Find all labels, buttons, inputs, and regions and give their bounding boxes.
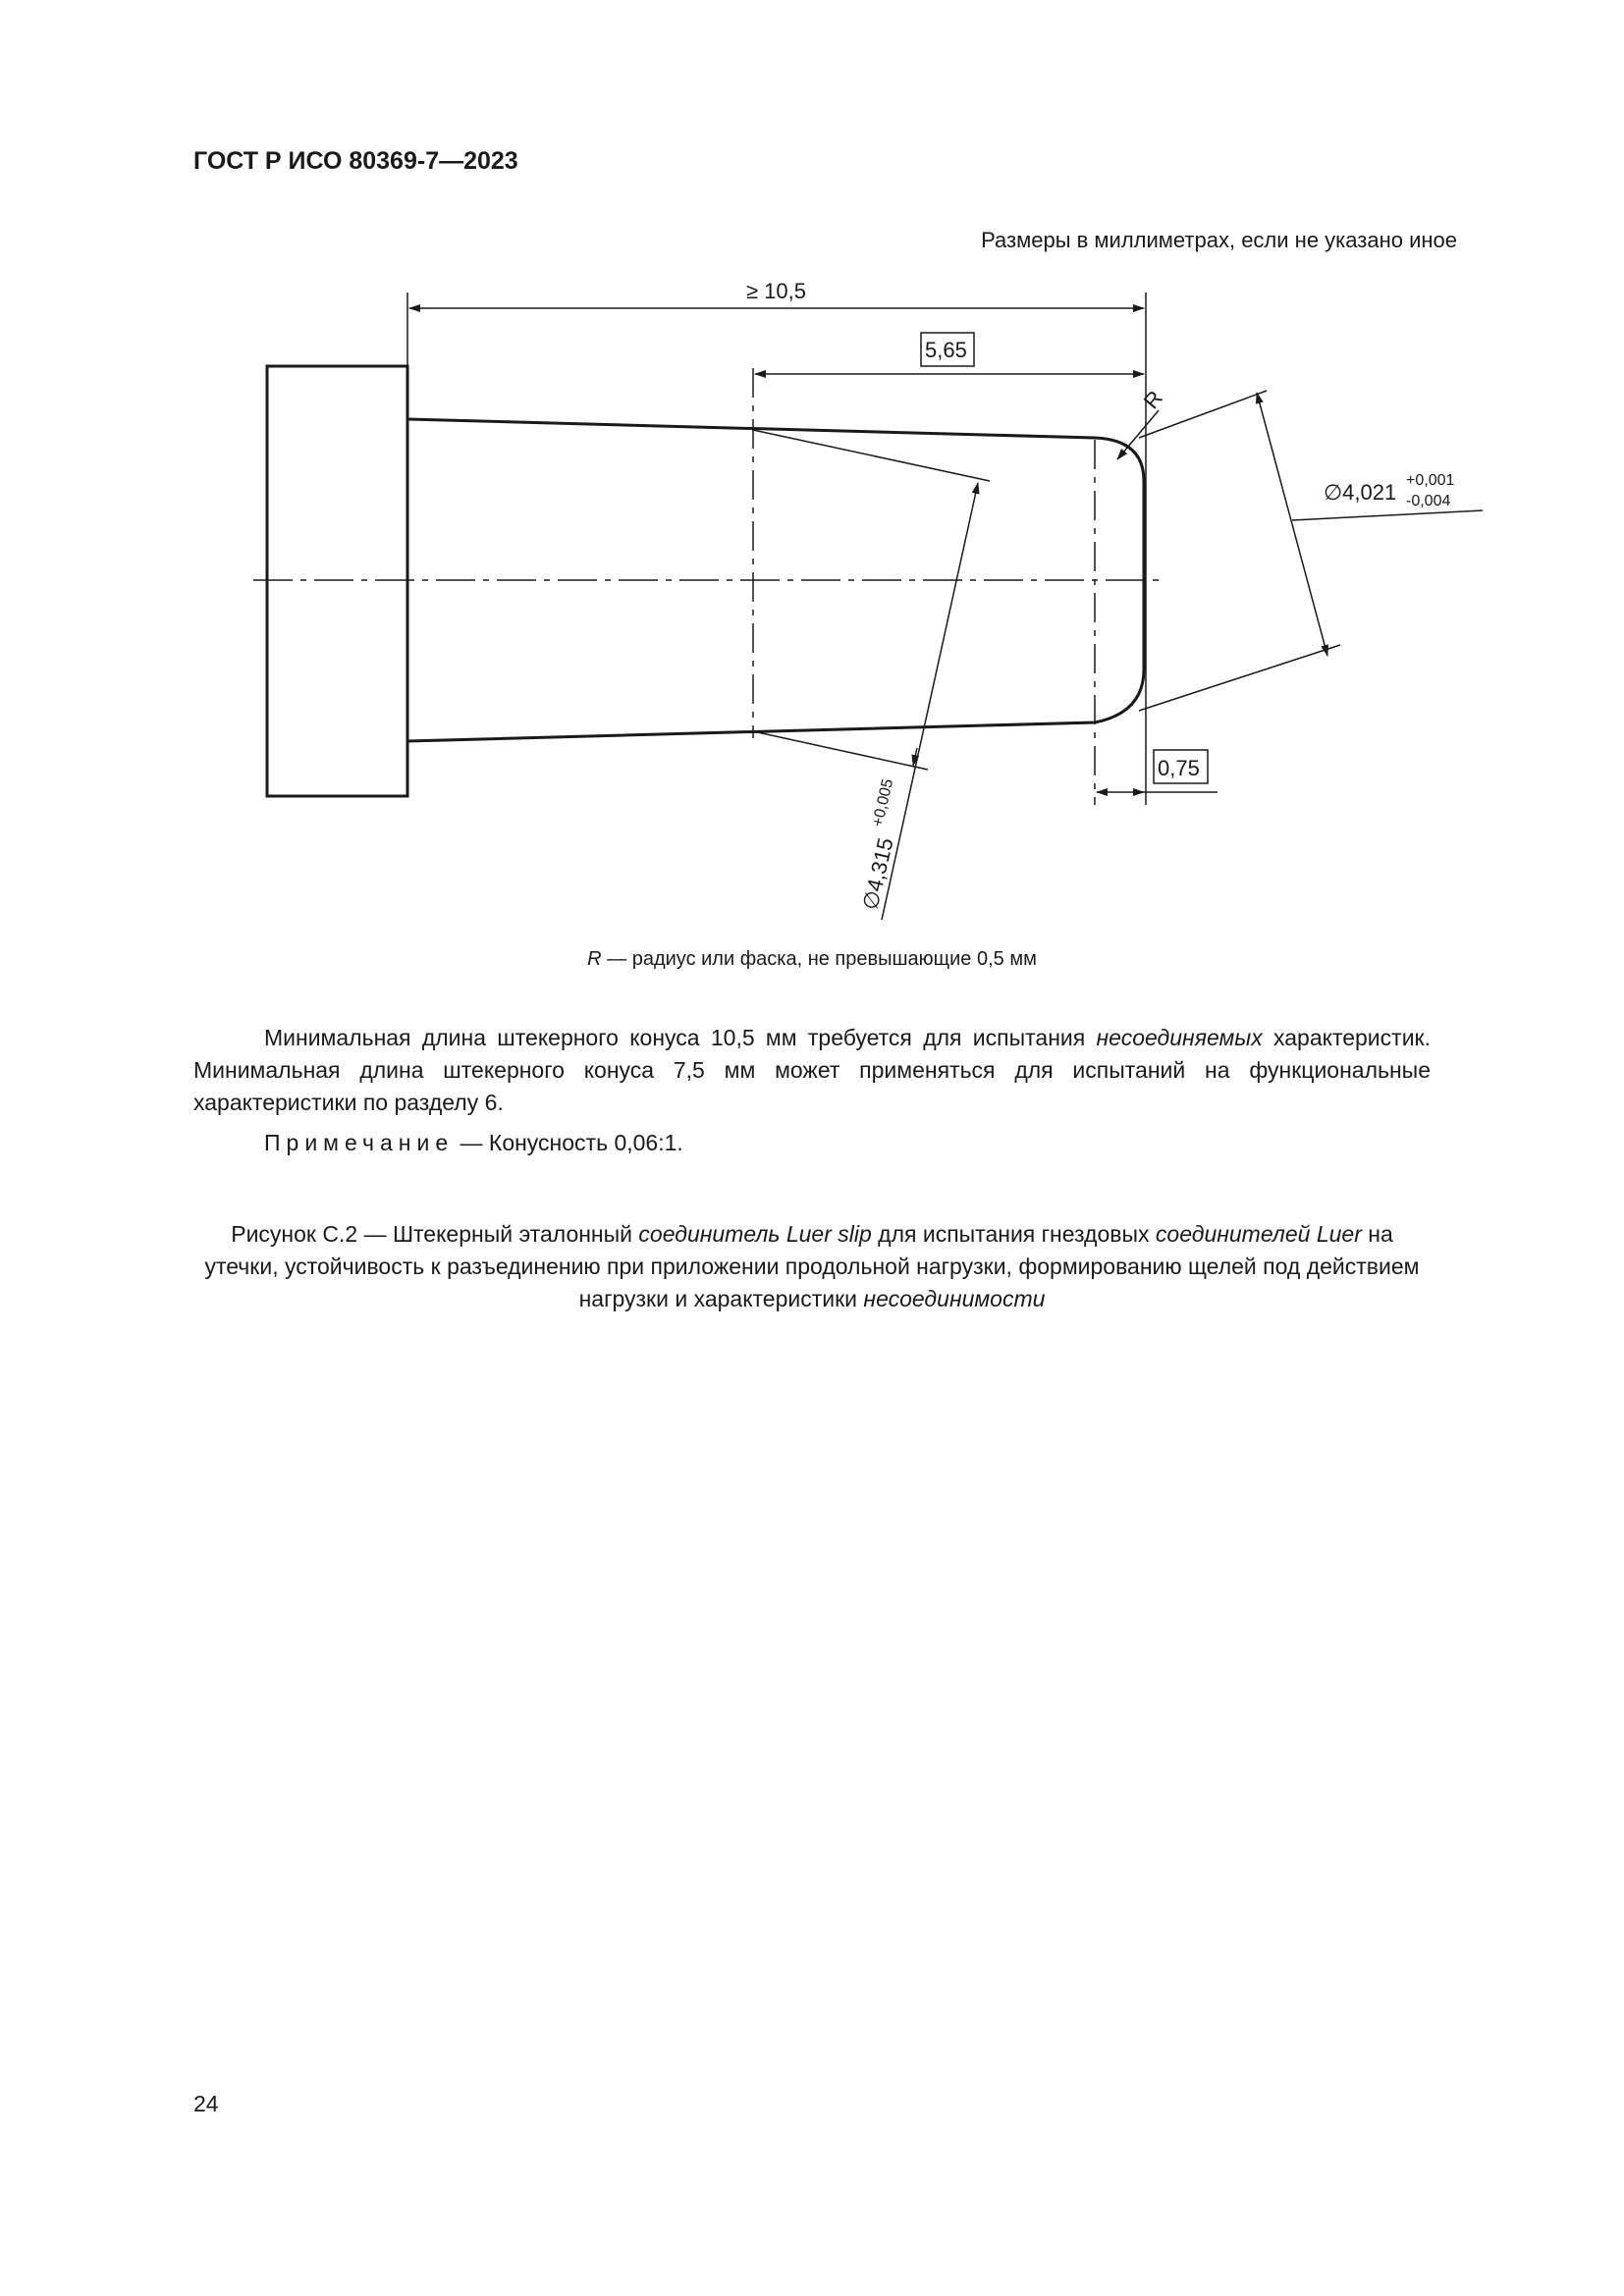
dim-gauge-length: 5,65	[925, 338, 967, 362]
radius-label: R	[1138, 385, 1168, 414]
figure-caption: Рисунок С.2 — Штекерный эталонный соединитель Luer slip для испытания гнездовых соединителей Luer на утечки, устойчивость к разъединению при приложении продольной нагрузки, формированию щелей под действием нагрузки и характеристики несоединимости	[204, 1221, 1420, 1311]
connector-base	[267, 366, 407, 796]
dim-end-length: 0,75	[1158, 756, 1200, 780]
radius-note: R — радиус или фаска, не превышающие 0,5 мм	[587, 948, 1037, 970]
technical-drawing	[0, 0, 1624, 982]
dim-overall-length: ≥ 10,5	[746, 279, 807, 303]
page-number: 24	[193, 2091, 219, 2116]
dia-small-lower-tol: -0,004	[1406, 493, 1451, 509]
dia-small-value: ∅4,021	[1324, 480, 1397, 505]
dia-large-upper-tol: +0,005	[869, 776, 897, 828]
dia-small-upper-tol: +0,001	[1406, 472, 1455, 489]
document-header: ГОСТ Р ИСО 80369-7—2023	[193, 147, 518, 175]
note: Примечание — Конусность 0,06:1.	[264, 1130, 683, 1155]
body-paragraph: Минимальная длина штекерного конуса 10,5 мм требуется для испытания несоединяемых характеристик. Минимальная длина штекерного конуса 7,5 мм может применяться для испытаний на функциональные характеристики по разделу 6.	[193, 1025, 1431, 1115]
units-note: Размеры в миллиметрах, если не указано иное	[981, 228, 1457, 252]
dia-large-value: ∅4,315	[857, 835, 898, 913]
